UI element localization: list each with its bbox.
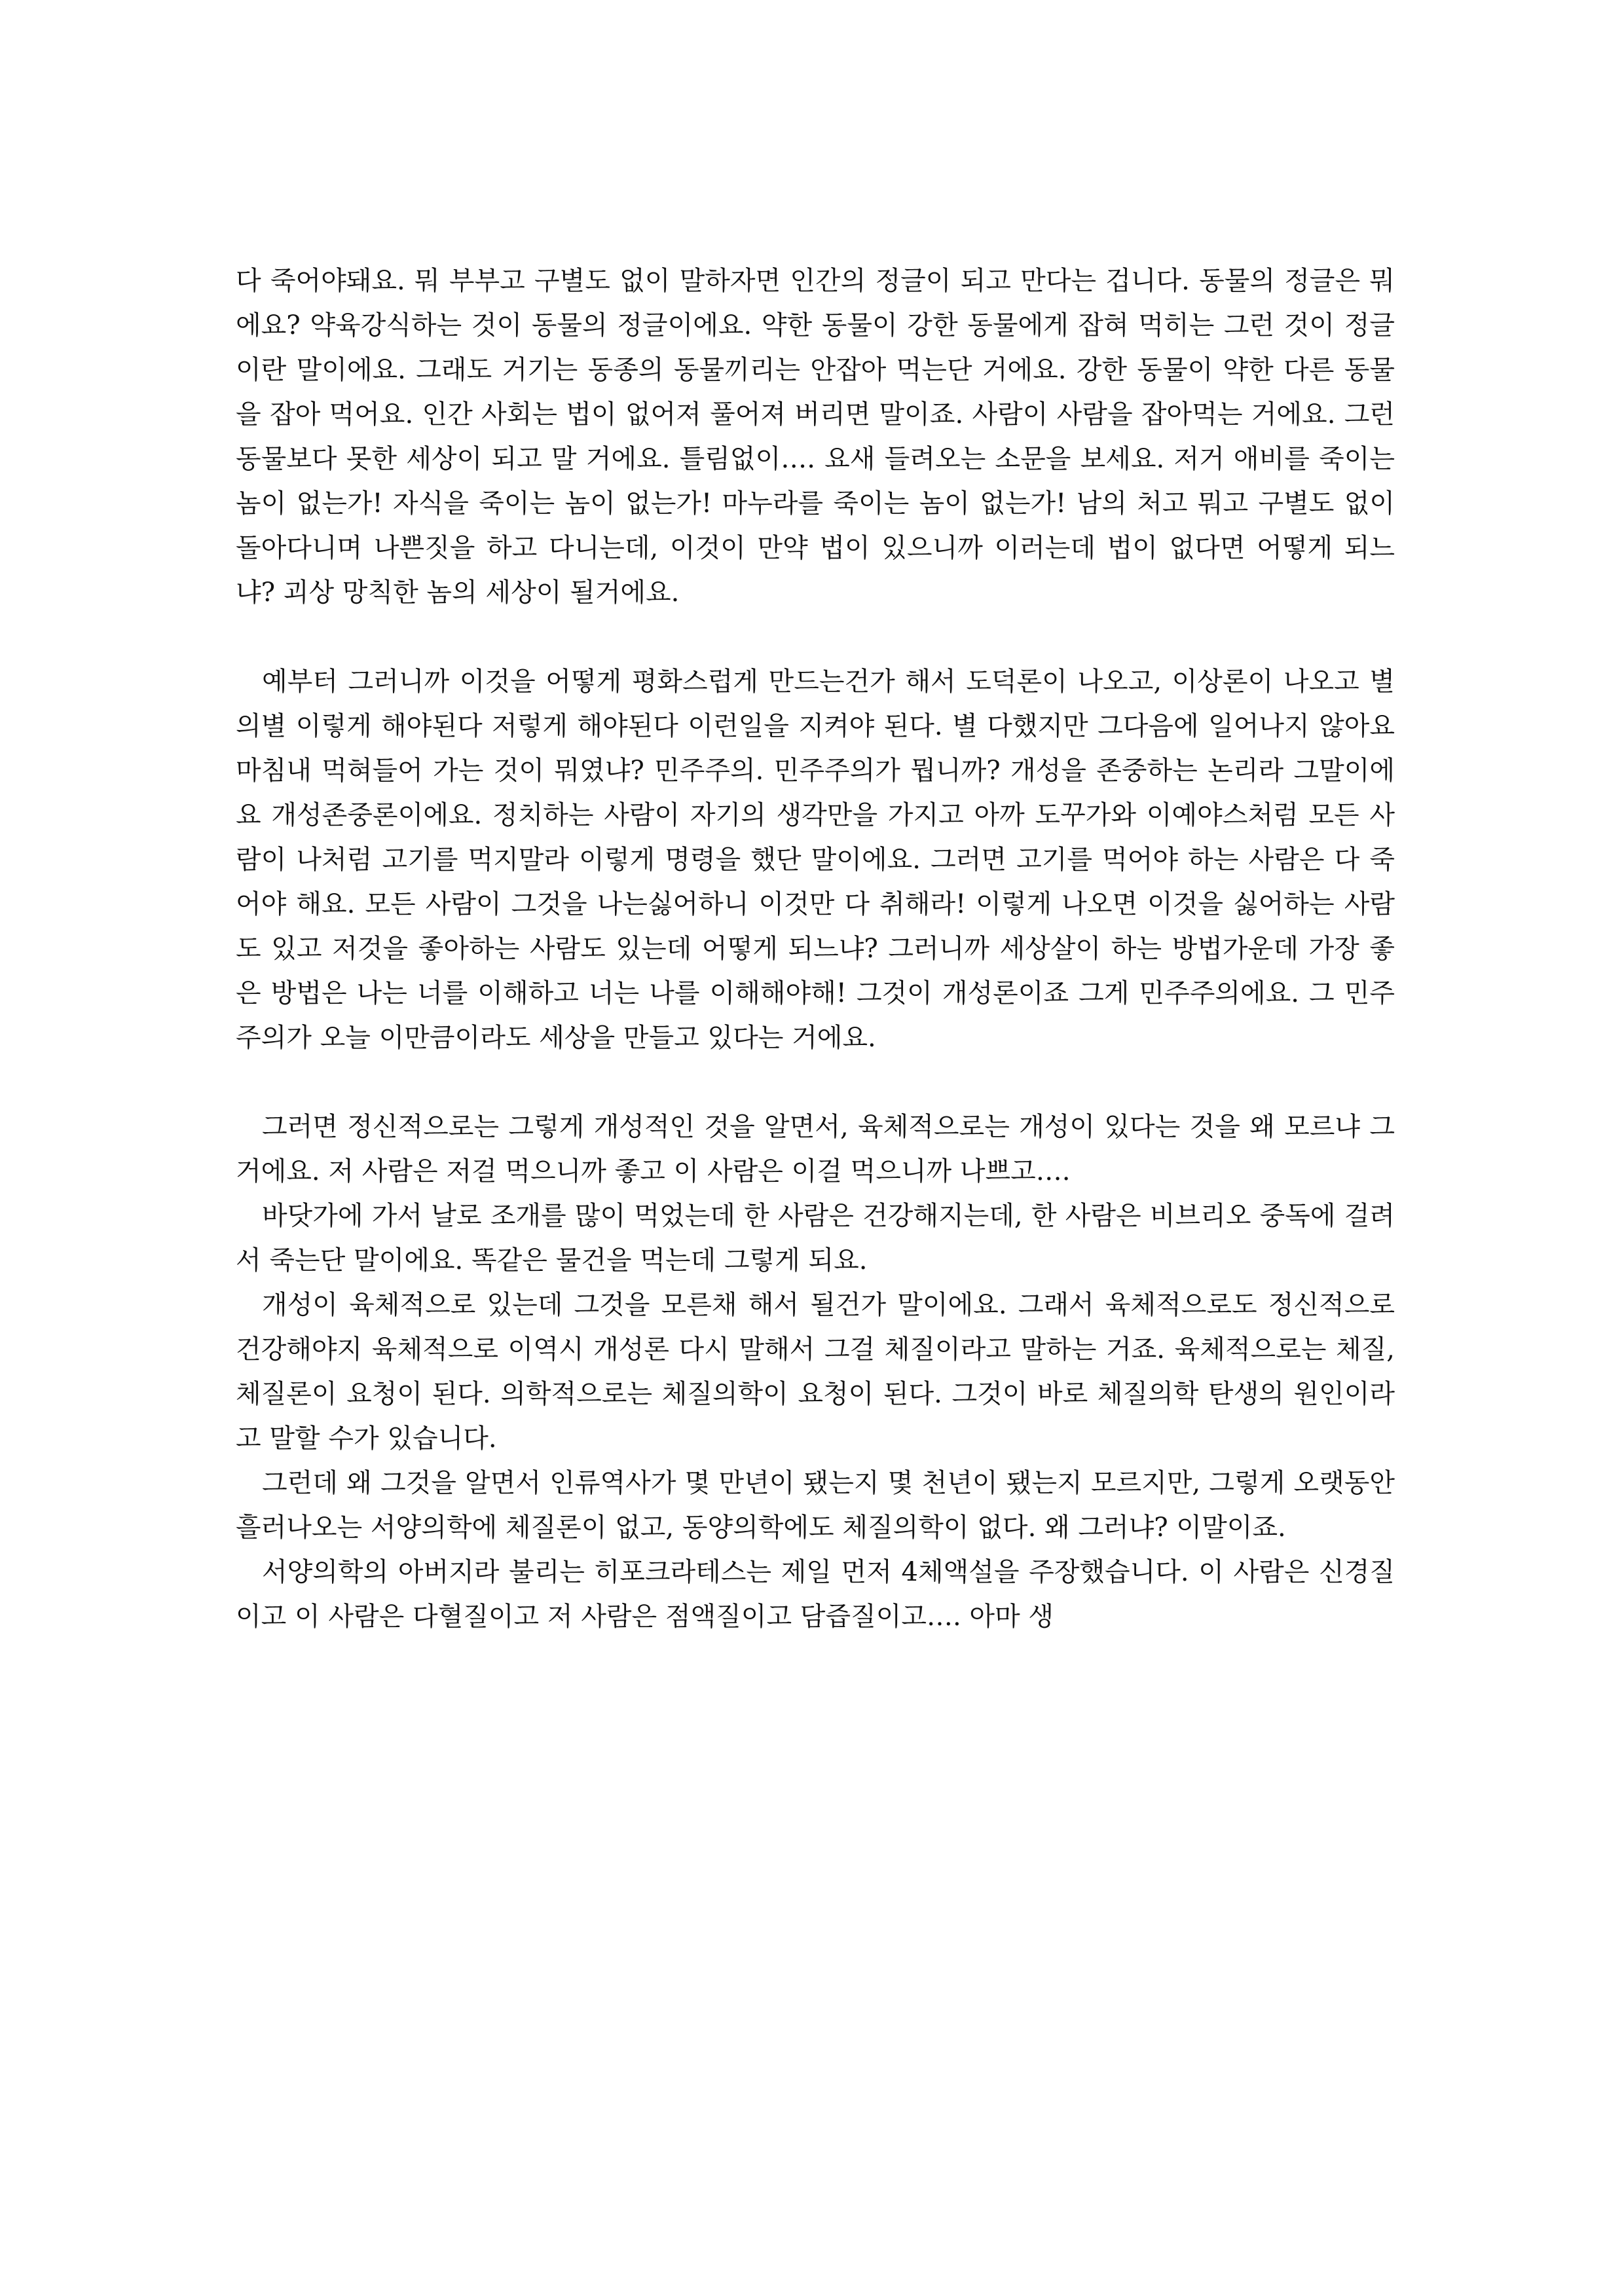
paragraph-6: 그런데 왜 그것을 알면서 인류역사가 몇 만년이 됐는지 몇 천년이 됐는지 모르지만, 그렇게 오랫동안 흘러나오는 서양의학에 체질론이 없고, 동양의학에도 체질의학이 없다. 왜 그러냐? 이말이죠. — [236, 1468, 1395, 1543]
paragraph-1: 다 죽어야돼요. 뭐 부부고 구별도 없이 말하자면 인간의 정글이 되고 만다는 겁니다. 동물의 정글은 뭐에요? 약육강식하는 것이 동물의 정글이에요. 약한 동물이 강한 동물에게 잡혀 먹히는 그런 것이 정글이란 말이에요. 그래도 거기는 동종의 동물끼리는 안잡아 먹는단 거에요. 강한 동물이 약한 다른 동물을 잡아 먹어요. 인간 사회는 법이 없어져 풀어져 버리면 말이죠. 사람이 사람을 잡아먹는 거에요. 그런 동물보다 못한 세상이 되고 말 거에요. 틀림없이…. 요새 들려오는 소문을 보세요. 저거 애비를 죽이는 놈이 없는가! 자식을 죽이는 놈이 없는가! 마누라를 죽이는 놈이 없는가! 남의 처고 뭐고 구별도 없이 돌아다니며 나쁜짓을 하고 다니는데, 이것이 만약 법이 있으니까 이러는데 법이 없다면 어떻게 되느냐? 괴상 망칙한 놈의 세상이 될거에요. — [236, 266, 1395, 608]
document-body — [236, 259, 1395, 1639]
paragraph-2: 예부터 그러니까 이것을 어떻게 평화스럽게 만드는건가 해서 도덕론이 나오고, 이상론이 나오고 별의별 이렇게 해야된다 저렇게 해야된다 이런일을 지켜야 된다. 별 다했지만 그다음에 일어나지 않아요 마침내 먹혀들어 가는 것이 뭐였냐? 민주주의. 민주주의가 뭡니까? 개성을 존중하는 논리라 그말이에요 개성존중론이에요. 정치하는 사람이 자기의 생각만을 가지고 아까 도꾸가와 이예야스처럼 모든 사람이 나처럼 고기를 먹지말라 이렇게 명령을 했단 말이에요. 그러면 고기를 먹어야 하는 사람은 다 죽어야 해요. 모든 사람이 그것을 나는싫어하니 이것만 다 취해라! 이렇게 나오면 이것을 싫어하는 사람도 있고 저것을 좋아하는 사람도 있는데 어떻게 되느냐? 그러니까 세상살이 하는 방법가운데 가장 좋은 방법은 나는 너를 이해하고 너는 나를 이해해야해! 그것이 개성론이죠 그게 민주주의에요. 그 민주주의가 오늘 이만큼이라도 세상을 만들고 있다는 거에요. — [236, 667, 1395, 1053]
paragraph-3: 그러면 정신적으로는 그렇게 개성적인 것을 알면서, 육체적으로는 개성이 있다는 것을 왜 모르냐 그거에요. 저 사람은 저걸 먹으니까 좋고 이 사람은 이걸 먹으니까 나쁘고…. — [236, 1112, 1395, 1186]
paragraph-4: 바닷가에 가서 날로 조개를 많이 먹었는데 한 사람은 건강해지는데, 한 사람은 비브리오 중독에 걸려서 죽는단 말이에요. 똑같은 물건을 먹는데 그렇게 되요. — [236, 1201, 1395, 1276]
paragraph-7: 서양의학의 아버지라 불리는 히포크라테스는 제일 먼저 4체액설을 주장했습니다. 이 사람은 신경질이고 이 사람은 다혈질이고 저 사람은 점액질이고 담즙질이고…. 아마 생 — [236, 1557, 1395, 1632]
paragraph-5: 개성이 육체적으로 있는데 그것을 모른채 해서 될건가 말이에요. 그래서 육체적으로도 정신적으로 건강해야지 육체적으로 이역시 개성론 다시 말해서 그걸 체질이라고 말하는 거죠. 육체적으로는 체질, 체질론이 요청이 된다. 의학적으로는 체질의학이 요청이 된다. 그것이 바로 체질의학 탄생의 원인이라고 말할 수가 있습니다. — [236, 1290, 1395, 1454]
